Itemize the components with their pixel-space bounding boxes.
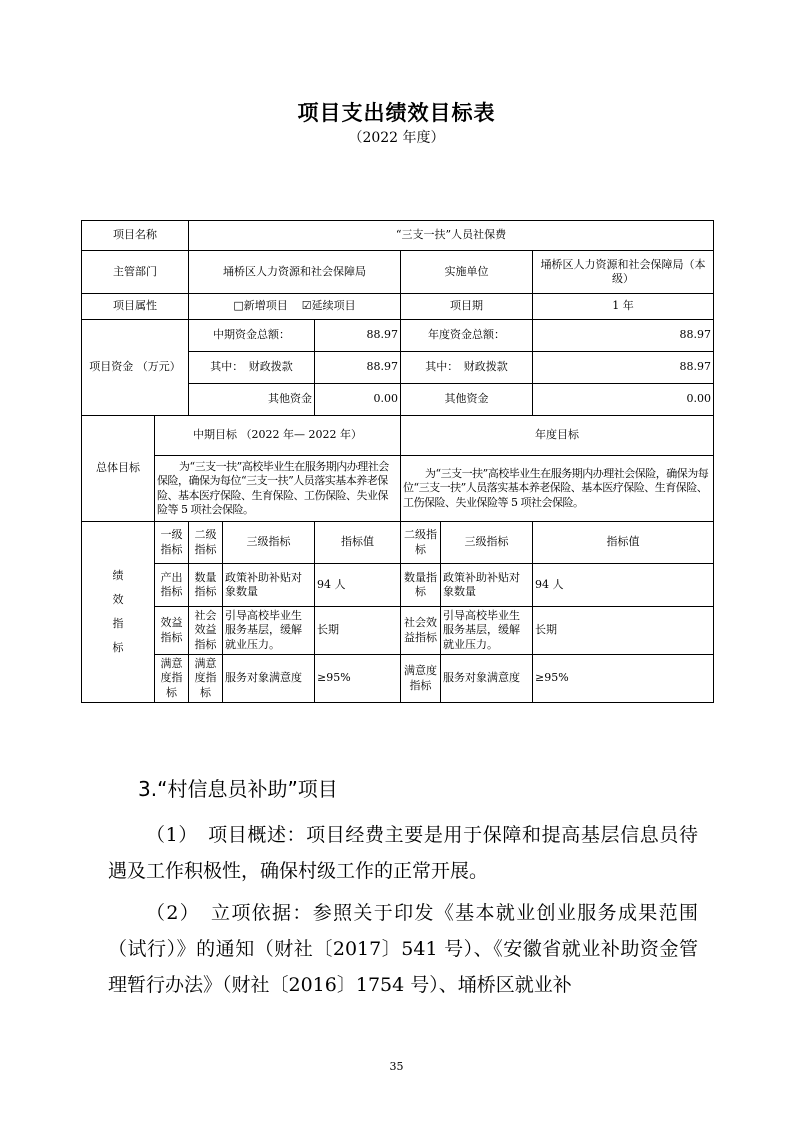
- row-project-name: [82, 221, 714, 251]
- header-level1: 一级指标: [155, 522, 189, 564]
- period-label: 项目期: [401, 294, 533, 320]
- section-heading: 3.“村信息员补助”项目: [138, 777, 338, 801]
- table-row: [82, 564, 714, 607]
- page-number: 35: [389, 1060, 404, 1073]
- row-output-l2: 数量指标: [189, 564, 223, 607]
- row-goal-header: [82, 416, 714, 456]
- other-label-mid: 其他资金: [189, 384, 315, 416]
- row-indicator-header: [82, 522, 714, 564]
- performance-indicator-label: [82, 522, 155, 703]
- row-satisfaction-l2: 满意度指标: [189, 655, 223, 703]
- row-fund-total: [82, 320, 714, 352]
- fiscal-label-year: 其中： 财政拨款: [401, 352, 533, 384]
- row-benefit-l2: 社会效益指标: [189, 607, 223, 655]
- row-benefit-l2b: 社会效益指标: [401, 607, 441, 655]
- mid-goal-text: 为“三支一扶”高校毕业生在服务期内办理社会保险，确保为每位“三支一扶”人员落实基本养老保险、基本医疗保险、生育保险、工伤保险、失业保险等 5 项社会保险。: [155, 456, 401, 522]
- fiscal-value-mid: 88.97: [315, 352, 401, 384]
- header-level2-b: 二级指标: [401, 522, 441, 564]
- header-level3-b: 三级指标: [441, 522, 533, 564]
- row-satisfaction-l3: 服务对象满意度: [223, 655, 315, 703]
- perf-char-4: 标: [112, 641, 124, 655]
- row-attribute: [82, 294, 714, 320]
- project-name-value: “三支一扶”人员社保费: [189, 221, 714, 251]
- year-total-value: 88.97: [533, 320, 714, 352]
- year-total-label: 年度资金总额：: [401, 320, 533, 352]
- header-value-b: 指标值: [533, 522, 714, 564]
- other-value-year: 0.00: [533, 384, 714, 416]
- row-department: [82, 251, 714, 294]
- year-goal-header: 年度目标: [401, 416, 714, 456]
- paragraph-overview: （1） 项目概述：项目经费主要是用于保障和提高基层信息员待遇及工作积极性，确保村级工作的正常开展。: [108, 824, 698, 882]
- attr-cont-checkbox: ☑延续项目: [301, 299, 356, 313]
- row-benefit-value: 长期: [315, 607, 401, 655]
- impl-value: 埇桥区人力资源和社会保障局（本级）: [533, 251, 714, 294]
- row-output-l3b: 政策补助补贴对象数量: [441, 564, 533, 607]
- row-satisfaction-l3b: 服务对象满意度: [441, 655, 533, 703]
- project-name-label: 项目名称: [82, 221, 189, 251]
- paragraph-basis: （2） 立项依据：参照关于印发《基本就业创业服务成果范围（试行）》的通知（财社〔2017〕541 号）、《安徽省就业补助资金管理暂行办法》（财社〔2016〕1754 号）、埇桥区就业补: [108, 902, 698, 996]
- attr-new-checkbox: □新增项目: [233, 299, 288, 313]
- perf-char-2: 效: [112, 592, 124, 606]
- row-output-l3: 政策补助补贴对象数量: [223, 564, 315, 607]
- attr-options: [189, 294, 401, 320]
- fiscal-value-year: 88.97: [533, 352, 714, 384]
- overall-goal-label: 总体目标: [82, 416, 155, 522]
- performance-target-table: [81, 220, 714, 703]
- row-output-l1: 产出指标: [155, 564, 189, 607]
- mid-total-label: 中期资金总额：: [189, 320, 315, 352]
- perf-char-1: 绩: [112, 568, 124, 582]
- fund-label: 项目资金 （万元）: [82, 320, 189, 416]
- row-satisfaction-value: ≥95%: [315, 655, 401, 703]
- dept-value: 埇桥区人力资源和社会保障局: [189, 251, 401, 294]
- row-goal-text: [82, 456, 714, 522]
- fiscal-label-mid: 其中： 财政拨款: [189, 352, 315, 384]
- row-benefit-l1: 效益指标: [155, 607, 189, 655]
- mid-goal-header: 中期目标 （2022 年— 2022 年）: [155, 416, 401, 456]
- dept-label: 主管部门: [82, 251, 189, 294]
- row-satisfaction-l2b: 满意度指标: [401, 655, 441, 703]
- document-subtitle: （2022 年度）: [348, 130, 445, 146]
- row-satisfaction-valueb: ≥95%: [533, 655, 714, 703]
- row-output-l2b: 数量指标: [401, 564, 441, 607]
- attr-label: 项目属性: [82, 294, 189, 320]
- other-value-mid: 0.00: [315, 384, 401, 416]
- other-label-year: 其他资金: [401, 384, 533, 416]
- row-benefit-l3b: 引导高校毕业生服务基层，缓解就业压力。: [441, 607, 533, 655]
- perf-char-3: 指: [112, 617, 124, 630]
- row-output-valueb: 94 人: [533, 564, 714, 607]
- year-goal-text: 为“三支一扶”高校毕业生在服务期内办理社会保险，确保为每位“三支一扶”人员落实基本养老保险、基本医疗保险、生育保险、工伤保险、失业保险等 5 项社会保险。: [401, 456, 714, 522]
- row-benefit-l3: 引导高校毕业生服务基层，缓解就业压力。: [223, 607, 315, 655]
- mid-total-value: 88.97: [315, 320, 401, 352]
- table-row: [82, 655, 714, 703]
- row-output-value: 94 人: [315, 564, 401, 607]
- row-benefit-valueb: 长期: [533, 607, 714, 655]
- header-value: 指标值: [315, 522, 401, 564]
- document-title: 项目支出绩效目标表: [297, 101, 496, 125]
- period-value: 1 年: [533, 294, 714, 320]
- row-satisfaction-l1: 满意度指标: [155, 655, 189, 703]
- impl-label: 实施单位: [401, 251, 533, 294]
- table-row: [82, 607, 714, 655]
- header-level3: 三级指标: [223, 522, 315, 564]
- header-level2: 二级指标: [189, 522, 223, 564]
